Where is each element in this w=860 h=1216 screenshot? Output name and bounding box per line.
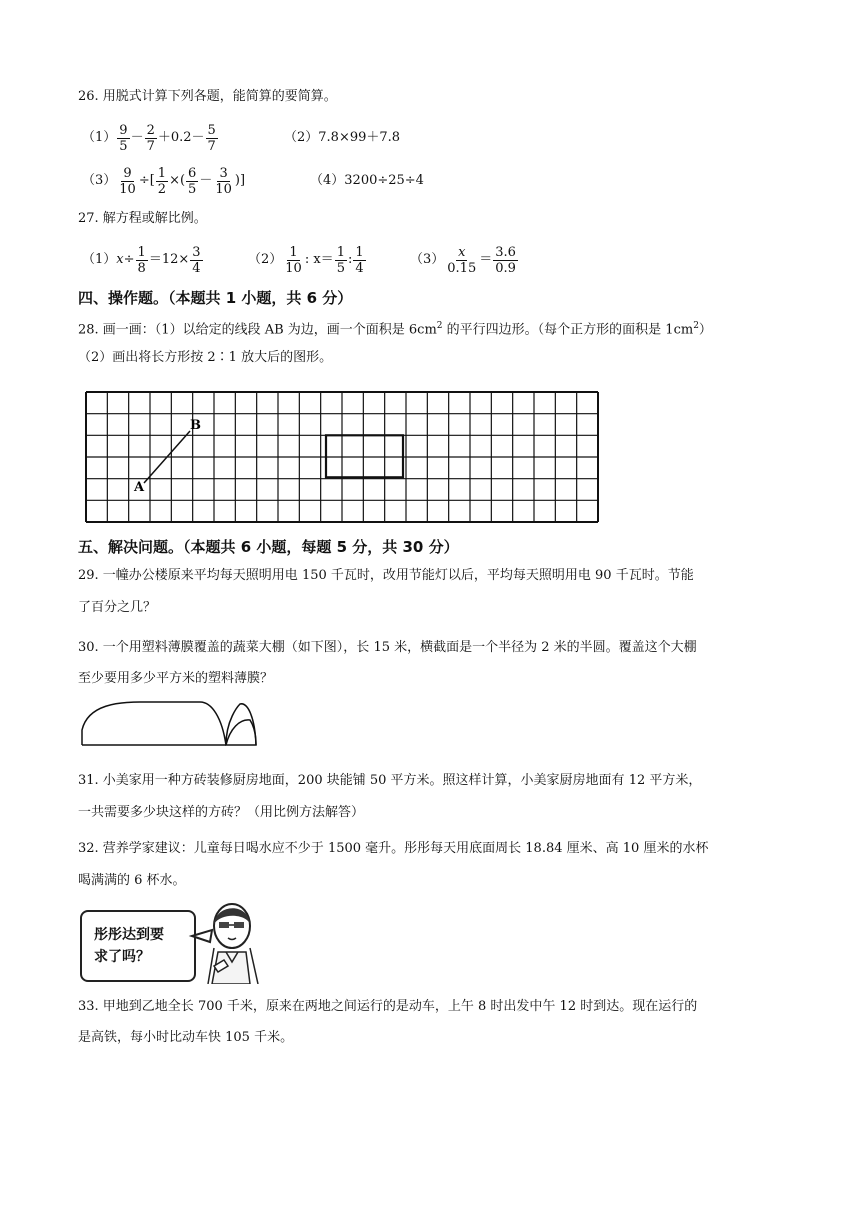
q26-title: 26. 用脱式计算下列各题，能简算的要简算。 xyxy=(78,89,337,104)
q30-line1: 30. 一个用塑料薄膜覆盖的蔬菜大棚（如下图），长 15 米，横截面是一个半径为 2 米的半圆。覆盖这个大棚 xyxy=(78,640,697,655)
q30-line2: 至少要用多少平方米的塑料薄膜？ xyxy=(78,671,274,686)
q33-line1: 33. 甲地到乙地全长 700 千米，原来在两地之间运行的是动车，上午 8 时出发中午 12 时到达。现在运行的 xyxy=(78,999,698,1014)
label-b: B xyxy=(190,418,201,433)
speech-bubble xyxy=(80,910,196,982)
q26-part4: （4）3200÷25÷4 xyxy=(310,173,424,188)
q27-eq3: （3） $\frac{x}{0.15}$ ＝ $\frac{3.6}{0.9}$ xyxy=(410,244,516,276)
q26-part3: （3） $\frac{9}{10}$ ÷[ $\frac{1}{2}$ ×( $\frac{6}{5}$ － $\frac{3}{10}$ )] xyxy=(82,165,246,197)
given-rectangle xyxy=(326,435,403,477)
q31-line1: 31. 小美家用一种方砖装修厨房地面，200 块能铺 50 平方米。照这样计算，小美家厨房地面有 12 平方米， xyxy=(78,773,702,788)
teacher-illustration-icon xyxy=(188,900,270,984)
q29-line2: 了百分之几？ xyxy=(78,600,157,615)
q27-title: 27. 解方程或解比例。 xyxy=(78,211,207,226)
q31-line2: 一共需要多少块这样的方砖？（用比例方法解答） xyxy=(78,805,365,820)
q33-line2: 是高铁，每小时比动车快 105 千米。 xyxy=(78,1030,294,1045)
section-4-heading: 四、操作题。（本题共 1 小题，共 6 分） xyxy=(78,289,353,307)
q32-line1: 32. 营养学家建议：儿童每日喝水应不少于 1500 毫升。彤彤每天用底面周长 18.84 厘米、高 10 厘米的水杯 xyxy=(78,841,709,856)
speech-bubble-text: 彤彤达到要 求了吗？ xyxy=(94,927,164,965)
section-5-heading: 五、解决问题。（本题共 6 小题，每题 5 分，共 30 分） xyxy=(78,538,459,556)
q29-line1: 29. 一幢办公楼原来平均每天照明用电 150 千瓦时，改用节能灯以后，平均每天照明用电 90 千瓦时。节能 xyxy=(78,568,694,583)
q26-part1: （1） $\frac{9}{5}$ － $\frac{2}{7}$ ＋0.2－ $\frac{5}{7}$ xyxy=(82,122,216,154)
q27-eq2: （2） $\frac{1}{10}$ : x＝ $\frac{1}{5}$ : $\frac{1}{4}$ xyxy=(248,244,364,276)
square-grid xyxy=(86,392,598,522)
q27-eq1: （1） x ÷ $\frac{1}{8}$ ＝12× $\frac{3}{4}$ xyxy=(82,244,201,276)
q28-line2: （2）画出将长方形按 2∶1 放大后的图形。 xyxy=(78,350,333,365)
q28-grid-figure xyxy=(84,390,600,524)
q32-line2: 喝满满的 6 杯水。 xyxy=(78,873,186,888)
label-a: A xyxy=(134,480,145,495)
q28-line1: 28. 画一画：（1）以给定的线段 AB 为边，画一个面积是 $6cm^2$ 的平行四边形。（每个正方形的面积是 $1cm^2$） xyxy=(78,321,712,338)
greenhouse-figure xyxy=(80,700,260,752)
q26-part2: （2）7.8×99＋7.8 xyxy=(284,130,401,145)
